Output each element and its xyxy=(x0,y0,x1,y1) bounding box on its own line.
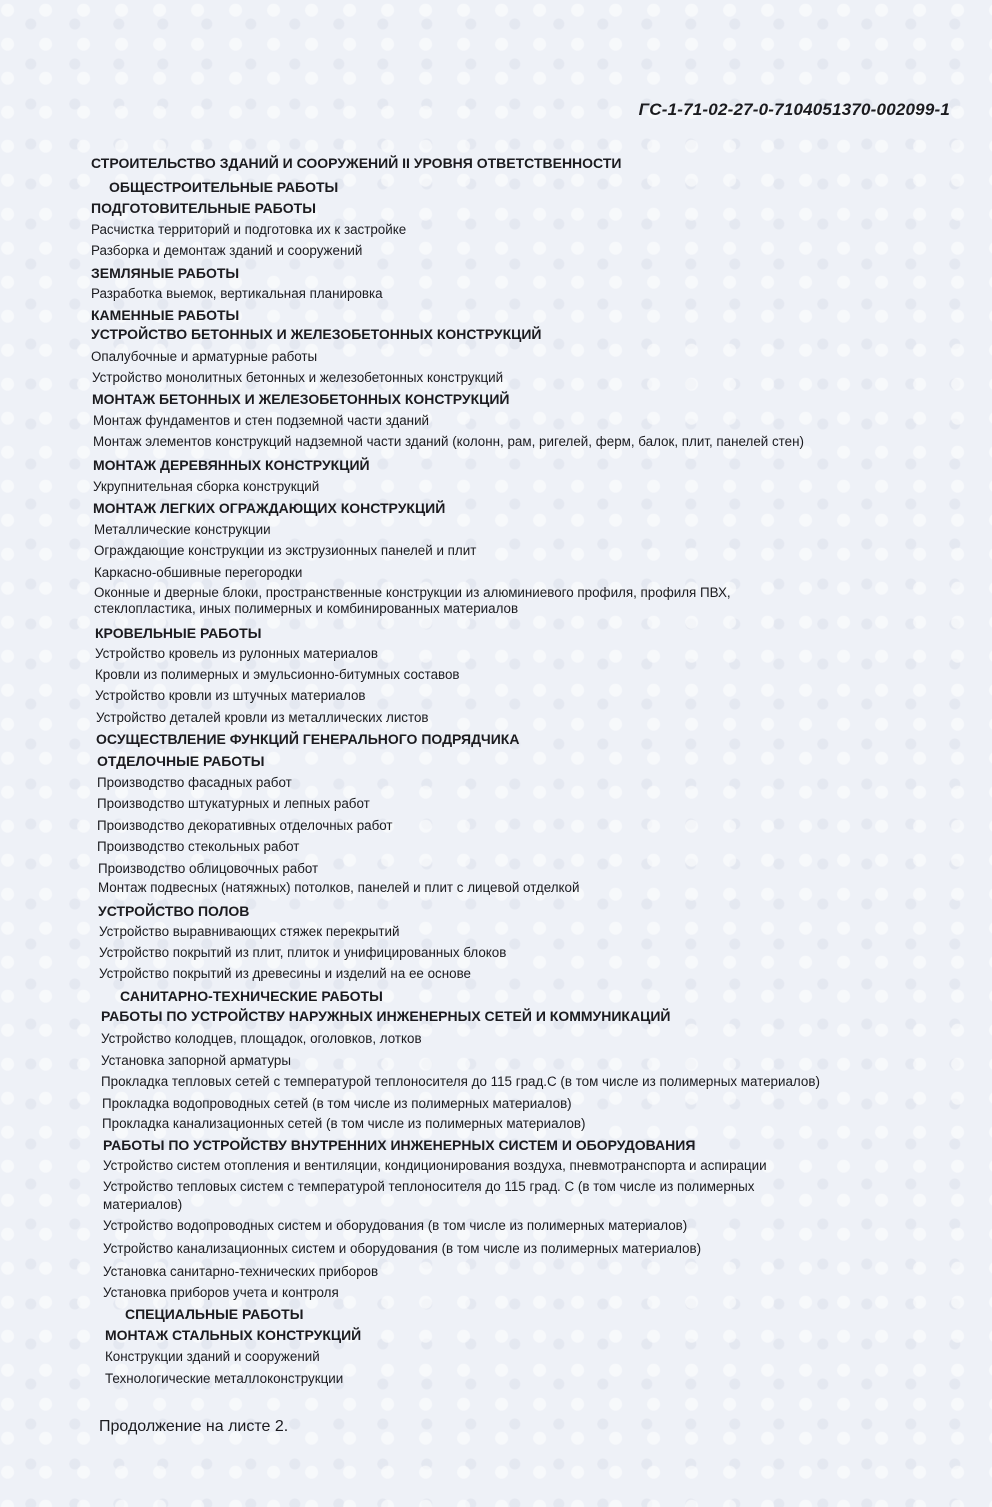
list-heading: УСТРОЙСТВО БЕТОННЫХ И ЖЕЛЕЗОБЕТОННЫХ КОНСТРУКЦИЙ xyxy=(91,326,542,342)
continuation-note: Продолжение на листе 2. xyxy=(99,1418,289,1435)
list-heading: УСТРОЙСТВО ПОЛОВ xyxy=(98,903,250,919)
list-heading: МОНТАЖ ЛЕГКИХ ОГРАЖДАЮЩИХ КОНСТРУКЦИЙ xyxy=(93,500,446,516)
list-item: Устройство покрытий из плит, плиток и унифицированных блоков xyxy=(99,945,507,960)
list-heading: САНИТАРНО-ТЕХНИЧЕСКИЕ РАБОТЫ xyxy=(120,988,383,1004)
list-heading: МОНТАЖ ДЕРЕВЯННЫХ КОНСТРУКЦИЙ xyxy=(93,457,370,473)
list-item: стеклопластика, иных полимерных и комбинированных материалов xyxy=(94,601,519,616)
list-item: Производство облицовочных работ xyxy=(98,861,319,876)
list-item: Прокладка тепловых сетей с температурой теплоносителя до 115 град.С (в том числе из полимерных материалов) xyxy=(101,1074,820,1089)
list-item: Устройство кровель из рулонных материалов xyxy=(95,646,378,661)
list-item: Устройство систем отопления и вентиляции, кондиционирования воздуха, пневмотранспорта и аспирации xyxy=(103,1158,767,1173)
list-heading: СПЕЦИАЛЬНЫЕ РАБОТЫ xyxy=(125,1306,304,1322)
list-item: Конструкции зданий и сооружений xyxy=(105,1349,320,1364)
list-item: Технологические металлоконструкции xyxy=(105,1371,344,1386)
list-item: Расчистка территорий и подготовка их к застройке xyxy=(91,222,407,237)
list-heading: СТРОИТЕЛЬСТВО ЗДАНИЙ И СООРУЖЕНИЙ II УРОВНЯ ОТВЕТСТВЕННОСТИ xyxy=(91,155,622,171)
list-item: Устройство выравнивающих стяжек перекрытий xyxy=(99,924,400,939)
list-item: Производство фасадных работ xyxy=(97,775,292,790)
list-heading: МОНТАЖ БЕТОННЫХ И ЖЕЛЕЗОБЕТОННЫХ КОНСТРУКЦИЙ xyxy=(92,391,510,407)
list-item: Устройство деталей кровли из металлических листов xyxy=(96,710,429,725)
list-heading: РАБОТЫ ПО УСТРОЙСТВУ НАРУЖНЫХ ИНЖЕНЕРНЫХ СЕТЕЙ И КОММУНИКАЦИЙ xyxy=(101,1008,671,1024)
list-item: Опалубочные и арматурные работы xyxy=(91,349,318,364)
list-item: Разборка и демонтаж зданий и сооружений xyxy=(91,243,363,258)
list-item: материалов) xyxy=(103,1197,183,1212)
list-item: Монтаж подвесных (натяжных) потолков, панелей и плит с лицевой отделкой xyxy=(98,880,580,895)
list-item: Устройство кровли из штучных материалов xyxy=(95,688,366,703)
list-heading: МОНТАЖ СТАЛЬНЫХ КОНСТРУКЦИЙ xyxy=(105,1327,362,1343)
list-item: Производство стекольных работ xyxy=(97,839,300,854)
list-item: Каркасно-обшивные перегородки xyxy=(94,565,303,580)
list-item: Монтаж элементов конструкций надземной части зданий (колонн, рам, ригелей, ферм, балок, плит, панелей стен) xyxy=(93,434,804,449)
list-item: Устройство канализационных систем и оборудования (в том числе из полимерных материалов) xyxy=(103,1241,702,1256)
list-item: Производство штукатурных и лепных работ xyxy=(97,796,370,811)
list-item: Устройство покрытий из древесины и изделий на ее основе xyxy=(99,966,471,981)
list-item: Устройство водопроводных систем и оборудования (в том числе из полимерных материалов) xyxy=(103,1218,688,1233)
list-item: Монтаж фундаментов и стен подземной части зданий xyxy=(93,413,430,428)
list-item: Ограждающие конструкции из экструзионных панелей и плит xyxy=(94,543,477,558)
list-item: Устройство колодцев, площадок, оголовков, лотков xyxy=(101,1031,422,1046)
list-heading: РАБОТЫ ПО УСТРОЙСТВУ ВНУТРЕННИХ ИНЖЕНЕРНЫХ СИСТЕМ И ОБОРУДОВАНИЯ xyxy=(103,1137,696,1153)
list-item: Установка запорной арматуры xyxy=(101,1053,291,1068)
document-number: ГС-1-71-02-27-0-7104051370-002099-1 xyxy=(638,100,950,119)
list-item: Укрупнительная сборка конструкций xyxy=(93,479,320,494)
list-item: Кровли из полимерных и эмульсионно-битумных составов xyxy=(95,667,460,682)
list-heading: ОСУЩЕСТВЛЕНИЕ ФУНКЦИЙ ГЕНЕРАЛЬНОГО ПОДРЯДЧИКА xyxy=(96,731,520,747)
list-item: Установка приборов учета и контроля xyxy=(103,1285,339,1300)
list-heading: КРОВЕЛЬНЫЕ РАБОТЫ xyxy=(95,625,262,641)
list-item: Устройство монолитных бетонных и железобетонных конструкций xyxy=(92,370,504,385)
list-heading: КАМЕННЫЕ РАБОТЫ xyxy=(91,307,240,323)
list-item: Оконные и дверные блоки, пространственные конструкции из алюминиевого профиля, профиля ПВХ, xyxy=(94,585,731,600)
list-heading: ЗЕМЛЯНЫЕ РАБОТЫ xyxy=(91,265,240,281)
list-heading: ОБЩЕСТРОИТЕЛЬНЫЕ РАБОТЫ xyxy=(109,179,339,195)
list-item: Разработка выемок, вертикальная планировка xyxy=(91,286,383,301)
list-item: Производство декоративных отделочных работ xyxy=(97,818,393,833)
list-item: Прокладка канализационных сетей (в том числе из полимерных материалов) xyxy=(102,1116,586,1131)
list-item: Металлические конструкции xyxy=(94,522,271,537)
list-heading: ПОДГОТОВИТЕЛЬНЫЕ РАБОТЫ xyxy=(91,200,316,216)
list-item: Устройство тепловых систем с температурой теплоносителя до 115 град. С (в том числе из полимерных xyxy=(103,1179,755,1194)
list-item: Прокладка водопроводных сетей (в том числе из полимерных материалов) xyxy=(102,1096,572,1111)
list-item: Установка санитарно-технических приборов xyxy=(103,1264,379,1279)
list-heading: ОТДЕЛОЧНЫЕ РАБОТЫ xyxy=(97,753,265,769)
